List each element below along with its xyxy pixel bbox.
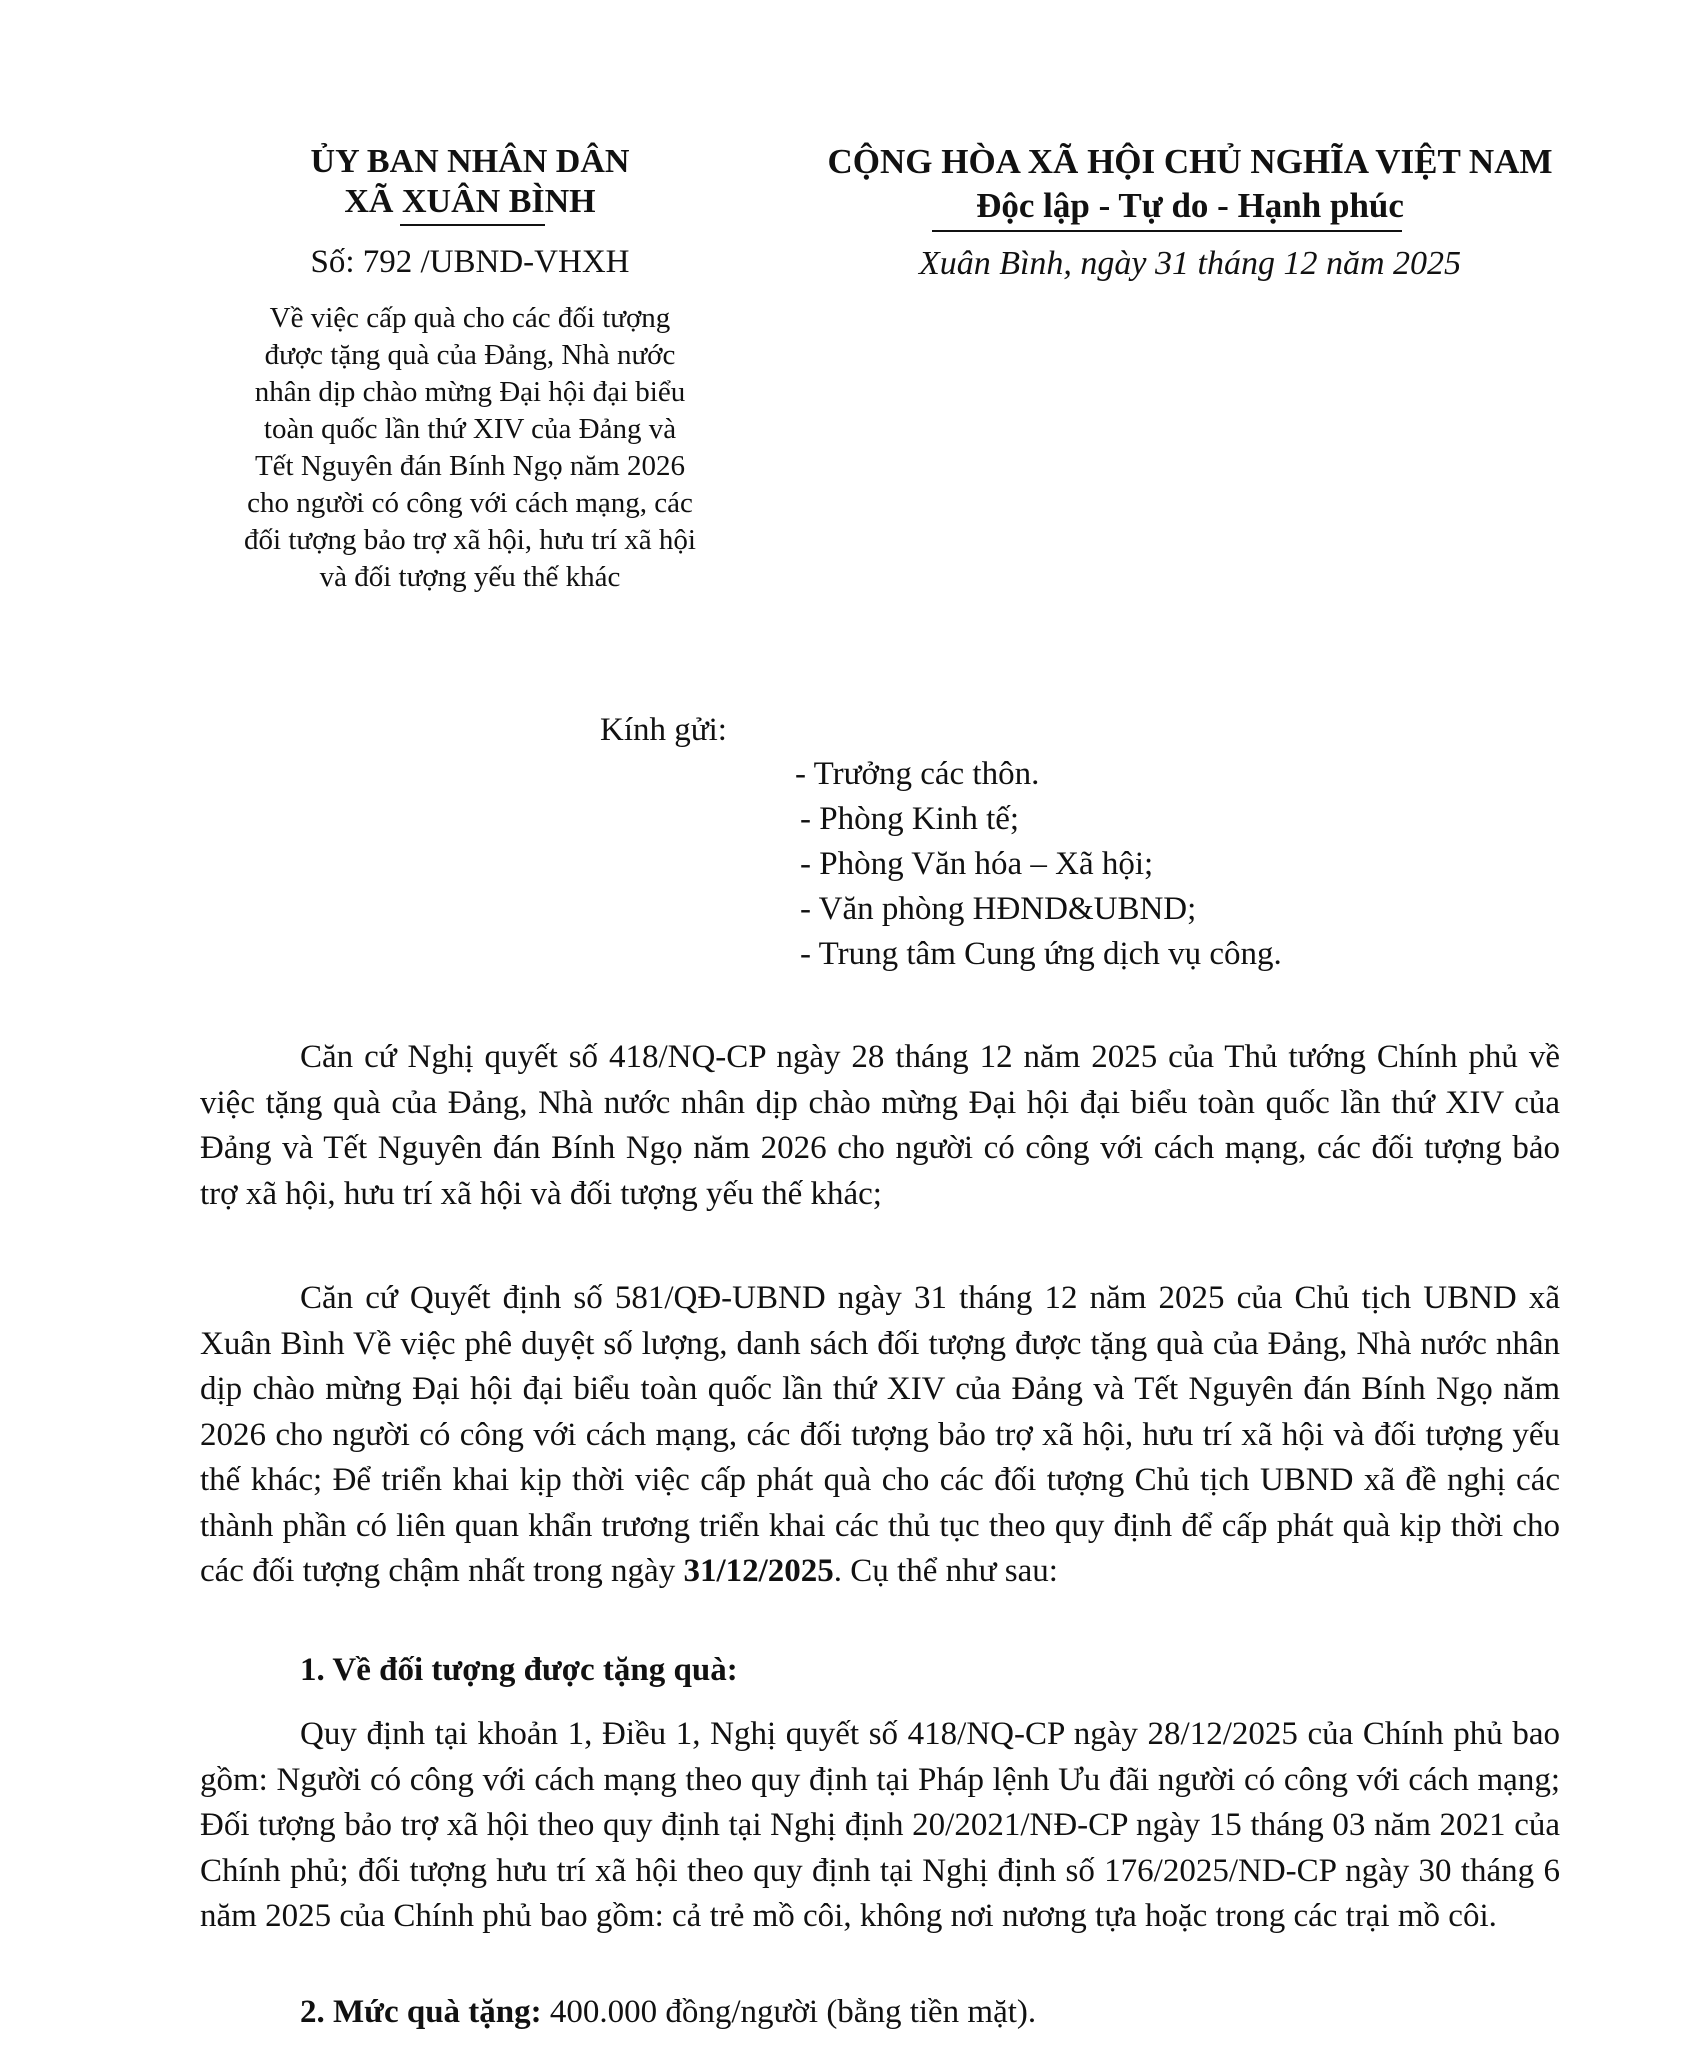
subject-line: cho người có công với cách mạng, các: [247, 487, 693, 519]
subject-line: đối tượng bảo trợ xã hội, hưu trí xã hội: [244, 524, 696, 556]
subject-line: được tặng quà của Đảng, Nhà nước: [264, 339, 676, 371]
recipient-item: - Phòng Văn hóa – Xã hội;: [800, 846, 1154, 882]
motto-underline: [932, 230, 1402, 232]
place-date: Xuân Bình, ngày 31 tháng 12 năm 2025: [918, 245, 1462, 282]
section-1-heading: 1. Về đối tượng được tặng quà:: [300, 1652, 738, 1688]
national-motto: Độc lập - Tự do - Hạnh phúc: [976, 186, 1404, 225]
agency-name: ỦY BAN NHÂN DÂN: [310, 143, 630, 180]
country-name: CỘNG HÒA XÃ HỘI CHỦ NGHĨA VIỆT NAM: [827, 142, 1553, 181]
recipient-item: - Văn phòng HĐND&UBND;: [800, 891, 1197, 927]
document-number: Số: 792 /UBND-VHXH: [310, 244, 630, 280]
subject-line: và đối tượng yếu thế khác: [319, 561, 621, 593]
paragraph-2-tail: . Cụ thể như sau:: [833, 1553, 1058, 1589]
subject-line: Tết Nguyên đán Bính Ngọ năm 2026: [254, 450, 686, 482]
subject-line: toàn quốc lần thứ XIV của Đảng và: [263, 413, 677, 445]
section-2-line: [300, 1990, 1036, 2035]
recipient-item: - Phòng Kinh tế;: [800, 801, 1020, 837]
recipient-item: - Trưởng các thôn.: [795, 756, 1040, 792]
subject-line: nhân dịp chào mừng Đại hội đại biểu: [254, 376, 686, 408]
paragraph-2-text: Căn cứ Quyết định số 581/QĐ-UBND ngày 31 tháng 12 năm 2025 của Chủ tịch UBND xã Xuân Bình Về việc phê duyệt số lượng, danh sách đối tượng được tặng quà của Đảng, Nhà nước nhân dịp chào mừng Đại hội đại biểu toàn quốc lần thứ XIV của Đảng và Tết Nguyên đán Bính Ngọ năm 2026 cho người có công với cách mạng, các đối tượng bảo trợ xã hội, hưu trí xã hội và đối tượng yếu thế khác; Để triển khai kịp thời việc cấp phát quà cho các đối tượng Chủ tịch UBND xã đề nghị các thành phần có liên quan khẩn trương triển khai các thủ tục theo quy định để cấp phát quà kịp thời cho các đối tượng chậm nhất trong ngày: [200, 1280, 1560, 1589]
body-paragraph-3: Quy định tại khoản 1, Điều 1, Nghị quyết số 418/NQ-CP ngày 28/12/2025 của Chính phủ bao gồm: Người có công với cách mạng theo quy định tại Pháp lệnh Ưu đãi người có công với cách mạng; Đối tượng bảo trợ xã hội theo quy định tại Nghị định 20/2021/NĐ-CP ngày 15 tháng 03 năm 2021 của Chính phủ; đối tượng hưu trí xã hội theo quy định tại Nghị định số 176/2025/ND-CP ngày 30 tháng 6 năm 2025 của Chính phủ bao gồm: cả trẻ mồ côi, không nơi nương tựa hoặc trong các trại mồ côi.: [200, 1716, 1560, 1934]
subject-block: [210, 300, 730, 596]
deadline-date: 31/12/2025: [683, 1553, 834, 1589]
subject-line: Về việc cấp quà cho các đối tượng: [269, 302, 671, 334]
gift-amount: 400.000 đồng/người (bằng tiền mặt).: [541, 1994, 1037, 2030]
body-paragraph-1: Căn cứ Nghị quyết số 418/NQ-CP ngày 28 tháng 12 năm 2025 của Thủ tướng Chính phủ về việc tặng quà của Đảng, Nhà nước nhân dịp chào mừng Đại hội đại biểu toàn quốc lần thứ XIV của Đảng và Tết Nguyên đán Bính Ngọ năm 2026 cho người có công với cách mạng, các đối tượng bảo trợ xã hội, hưu trí xã hội và đối tượng yếu thế khác;: [200, 1039, 1560, 1212]
recipient-item: - Trung tâm Cung ứng dịch vụ công.: [800, 936, 1282, 972]
section-2-heading: 2. Mức quà tặng:: [300, 1994, 542, 2030]
commune-name: XÃ XUÂN BÌNH: [344, 183, 596, 220]
body-paragraph-2: [200, 1276, 1560, 1595]
commune-underline: [400, 224, 545, 226]
salutation: Kính gửi:: [600, 712, 727, 748]
